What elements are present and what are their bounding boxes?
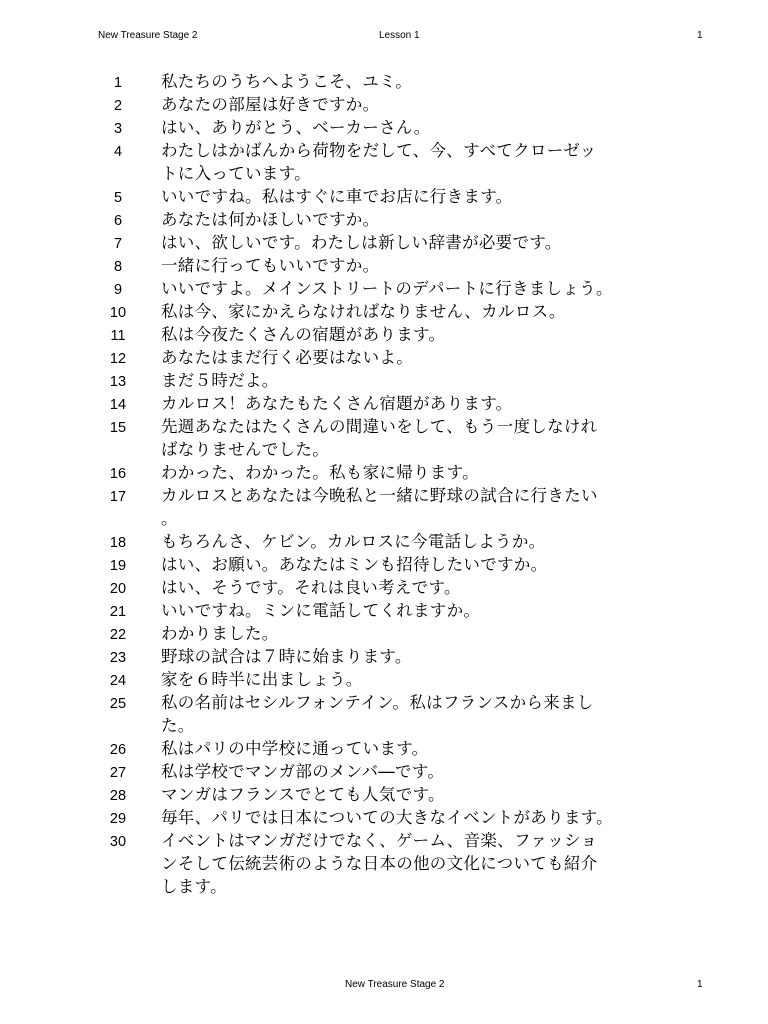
- sentence-line: [0, 484, 768, 530]
- numbered-sentence-list: [0, 70, 768, 898]
- line-number: 2: [113, 98, 123, 114]
- line-text: もちろんさ、ケビン。カルロスに今電話しようか。: [161, 532, 546, 551]
- sentence-line: [0, 254, 768, 277]
- sentence-line: [0, 668, 768, 691]
- line-text: あなたはまだ行く必要はないよ。: [161, 348, 413, 367]
- line-text: 私はパリの中学校に通っています。: [161, 739, 429, 758]
- line-text: 私は今夜たくさんの宿題があります。: [161, 325, 446, 344]
- sentence-line: [0, 116, 768, 139]
- line-number: 16: [109, 466, 127, 482]
- header-book-title: New Treasure Stage 2: [98, 30, 198, 41]
- page-header: [0, 30, 768, 46]
- line-text: 私は今、家にかえらなければなりません、カルロス。: [161, 302, 566, 321]
- line-number: 18: [109, 535, 127, 551]
- line-number: 15: [109, 420, 127, 436]
- sentence-line: [0, 760, 768, 783]
- line-number: 29: [109, 811, 127, 827]
- sentence-line: [0, 300, 768, 323]
- line-text: わかりました。: [161, 624, 279, 643]
- sentence-line: [0, 369, 768, 392]
- line-number: 3: [113, 121, 123, 137]
- line-number: 5: [113, 190, 123, 206]
- line-number: 24: [109, 673, 127, 689]
- sentence-line: [0, 277, 768, 300]
- line-text: 私の名前はセシルフォンテイン。私はフランスから来まし た。: [161, 693, 594, 735]
- sentence-line: [0, 783, 768, 806]
- line-number: 14: [109, 397, 127, 413]
- sentence-line: [0, 208, 768, 231]
- sentence-line: [0, 392, 768, 415]
- sentence-line: [0, 737, 768, 760]
- line-number: 30: [109, 834, 127, 850]
- sentence-line: [0, 415, 768, 461]
- sentence-line: [0, 576, 768, 599]
- line-number: 11: [110, 328, 126, 344]
- line-number: 17: [109, 489, 127, 505]
- header-lesson: Lesson 1: [379, 30, 420, 41]
- line-number: 1: [113, 75, 123, 91]
- page-footer: [0, 979, 768, 995]
- line-number: 28: [109, 788, 127, 804]
- sentence-line: [0, 622, 768, 645]
- footer-book-title: New Treasure Stage 2: [345, 979, 445, 990]
- line-number: 10: [109, 305, 127, 321]
- line-text: はい、ありがとう、ベーカーさん。: [161, 118, 431, 137]
- line-number: 26: [109, 742, 127, 758]
- header-page-number: 1: [697, 30, 703, 41]
- sentence-line: [0, 323, 768, 346]
- line-text: わかった、わかった。私も家に帰ります。: [161, 463, 479, 482]
- sentence-line: [0, 829, 768, 898]
- line-number: 27: [109, 765, 127, 781]
- line-text: はい、欲しいです。わたしは新しい辞書が必要です。: [161, 233, 562, 252]
- line-text: マンガはフランスでとても人気です。: [161, 785, 445, 804]
- line-text: いいですね。ミンに電話してくれますか。: [161, 601, 481, 620]
- sentence-line: [0, 139, 768, 185]
- sentence-line: [0, 461, 768, 484]
- sentence-line: [0, 185, 768, 208]
- line-number: 9: [113, 282, 123, 298]
- line-text: 野球の試合は７時に始まります。: [161, 647, 412, 666]
- sentence-line: [0, 346, 768, 369]
- line-number: 8: [113, 259, 123, 275]
- footer-page-number: 1: [697, 979, 703, 990]
- line-text: あなたは何かほしいですか。: [161, 210, 380, 229]
- line-text: イベントはマンガだけでなく、ゲーム、音楽、ファッショ ンそして伝統芸術のような日本の他の文化についても紹介 します。: [161, 831, 598, 896]
- sentence-line: [0, 530, 768, 553]
- line-text: 毎年、パリでは日本についての大きなイベントがあります。: [161, 808, 613, 827]
- line-text: カルロスとあなたは今晩私と一緒に野球の試合に行きたい 。: [161, 486, 598, 528]
- line-text: はい、お願い。あなたはミンも招待したいですか。: [161, 555, 548, 574]
- line-text: 先週あなたはたくさんの間違いをして、もう一度しなけれ ばなりませんでした。: [161, 417, 598, 459]
- line-number: 7: [113, 236, 123, 252]
- line-number: 19: [109, 558, 127, 574]
- line-text: いいですね。私はすぐに車でお店に行きます。: [161, 187, 513, 206]
- sentence-line: [0, 806, 768, 829]
- sentence-line: [0, 599, 768, 622]
- sentence-line: [0, 93, 768, 116]
- sentence-line: [0, 553, 768, 576]
- line-number: 25: [109, 696, 127, 712]
- line-text: いいですよ。メインストリートのデパートに行きましょう。: [161, 279, 613, 298]
- line-text: わたしはかばんから荷物をだして、今、すべてクローゼッ トに入っています。: [161, 141, 597, 183]
- line-text: 私たちのうちへようこそ、ユミ。: [161, 72, 413, 91]
- line-number: 21: [109, 604, 127, 620]
- line-number: 23: [109, 650, 127, 666]
- line-text: あなたの部屋は好きですか。: [161, 95, 380, 114]
- sentence-line: [0, 70, 768, 93]
- line-number: 6: [113, 213, 123, 229]
- line-text: はい、そうです。それは良い考えです。: [161, 578, 461, 597]
- line-number: 12: [109, 351, 127, 367]
- sentence-line: [0, 691, 768, 737]
- line-text: 家を６時半に出ましょう。: [161, 670, 363, 689]
- line-text: まだ５時だよ。: [161, 371, 279, 390]
- line-number: 22: [109, 627, 127, 643]
- line-text: 私は学校でマンガ部のメンバ―です。: [161, 762, 445, 781]
- line-text: 一緒に行ってもいいですか。: [161, 256, 380, 275]
- line-number: 20: [109, 581, 127, 597]
- line-text: カルロス！あなたもたくさん宿題があります。: [161, 394, 513, 413]
- sentence-line: [0, 645, 768, 668]
- line-number: 4: [113, 144, 123, 160]
- sentence-line: [0, 231, 768, 254]
- line-number: 13: [109, 374, 127, 390]
